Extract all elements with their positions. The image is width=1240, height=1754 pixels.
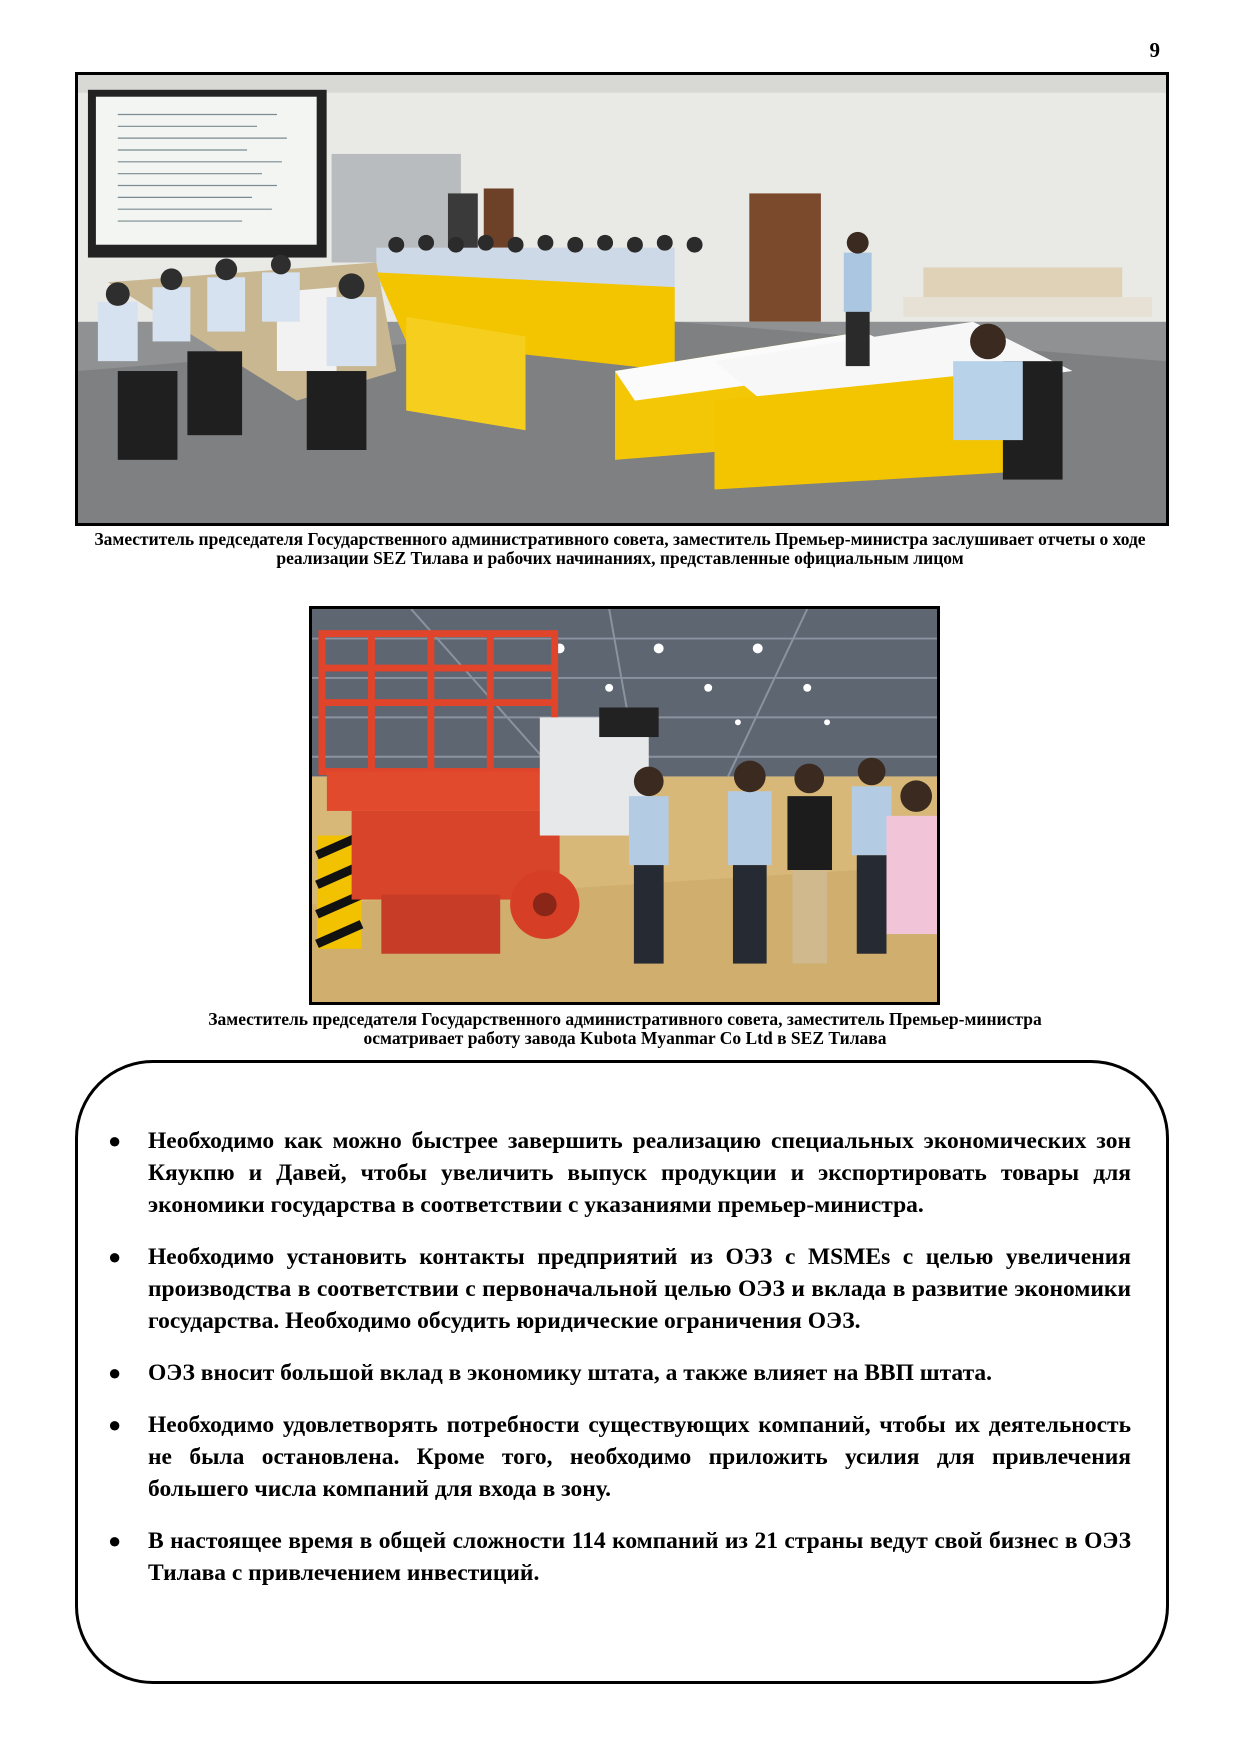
list-item: ● В настоящее время в общей сложности 114 компаний из 21 страны ведут свой бизнес в ОЭЗ Тилава с привлечением инвестиций. — [148, 1525, 1131, 1589]
list-item: ● Необходимо как можно быстрее завершить реализацию специальных экономических зон Кяукпю и Давей, чтобы увеличить выпуск продукции и экспортировать товары для экономики государства в соответствии с указаниями премьер-министра. — [148, 1125, 1131, 1221]
bullet-icon: ● — [108, 1528, 122, 1553]
list-item: ● ОЭЗ вносит большой вклад в экономику штата, а также влияет на ВВП штата. — [148, 1357, 1131, 1389]
bullet-icon: ● — [108, 1244, 122, 1269]
page-number: 9 — [1149, 38, 1160, 62]
factory-photo — [309, 606, 940, 1005]
photo1-caption: Заместитель председателя Государственного административного совета, заместитель Премьер-министра заслушивает отчеты о ходе реализации SEZ Тилава и рабочих начинаниях, представленные официальным лицом — [94, 529, 1146, 568]
meeting-photo — [75, 72, 1169, 526]
key-points-list — [78, 1125, 1166, 1609]
bullet-icon: ● — [108, 1360, 122, 1385]
photo2-caption: Заместитель председателя Государственного административного совета, заместитель Премьер-министра осматривает работу завода Kubota Myanmar Co Ltd в SEZ Тилава — [208, 1009, 1042, 1048]
key-points-box — [75, 1060, 1169, 1684]
bullet-icon: ● — [108, 1412, 122, 1437]
list-item: ● Необходимо удовлетворять потребности существующих компаний, чтобы их деятельность не была остановлена. Кроме того, необходимо приложить усилия для привлечения большего числа компаний для входа в зону. — [148, 1409, 1131, 1505]
list-item: ● Необходимо установить контакты предприятий из ОЭЗ с MSMEs с целью увеличения производства в соответствии с первоначальной целью ОЭЗ и вклада в развитие экономики государства. Необходимо обсудить юридические ограничения ОЭЗ. — [148, 1241, 1131, 1337]
bullet-icon: ● — [108, 1128, 122, 1153]
